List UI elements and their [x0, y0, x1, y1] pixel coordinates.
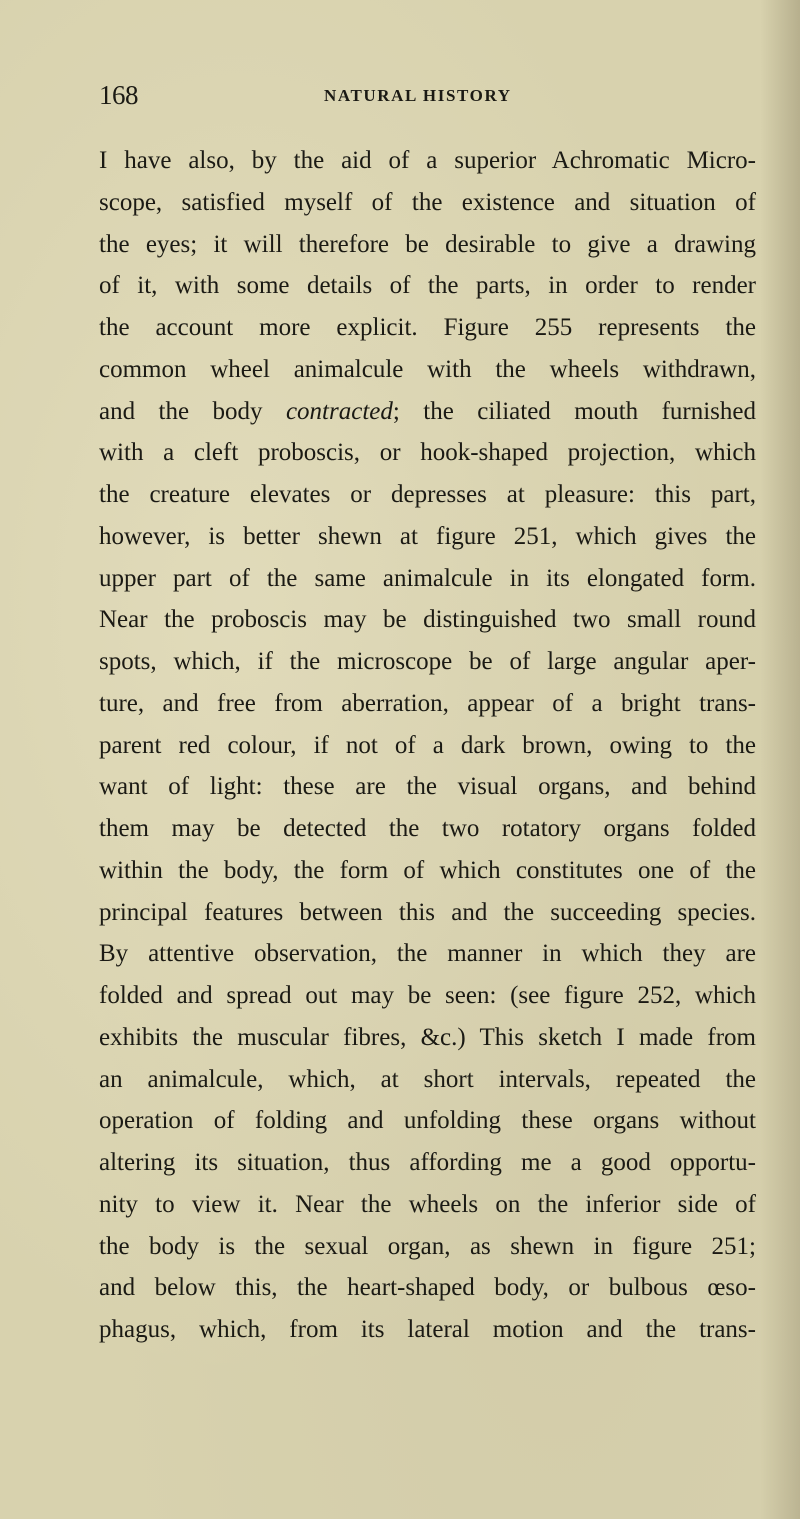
text-line: common wheel animalcule with the wheels withdrawn, [99, 355, 756, 383]
text-line: Near the proboscis may be distinguished two small round [99, 606, 756, 634]
text-line: with a cleft proboscis, or hook-shaped projection, which [99, 439, 756, 467]
text-line: principal features between this and the succeeding species. [99, 898, 756, 926]
body-text [99, 140, 756, 1351]
text-line: upper part of the same animalcule in its elongated form. [99, 564, 756, 592]
page-number: 168 [99, 80, 138, 110]
text-line: the account more explicit. Figure 255 represents the [99, 314, 756, 341]
text-line: of it, with some details of the parts, in order to render [99, 272, 756, 300]
text-run: ; the ciliated mouth furnished [392, 397, 756, 425]
text-line-with-italic [99, 391, 756, 433]
text-line: folded and spread out may be seen: (see figure 252, which [99, 982, 756, 1009]
text-line: phagus, which, from its lateral motion and the trans- [99, 1316, 756, 1343]
text-line: exhibits the muscular fibres, &c.) This sketch I made from [99, 1023, 756, 1051]
text-line: I have also, by the aid of a superior Achromatic Micro- [99, 147, 756, 174]
text-line: however, is better shewn at figure 251, which gives the [99, 522, 756, 550]
text-run: and the body [99, 397, 286, 425]
text-line: ture, and free from aberration, appear of a bright trans- [99, 689, 756, 717]
text-line: them may be detected the two rotatory organs folded [99, 815, 756, 842]
italic-emphasis: contracted [285, 397, 393, 425]
text-line: an animalcule, which, at short intervals, repeated the [99, 1065, 756, 1093]
text-line: the body is the sexual organ, as shewn in figure 251; [99, 1232, 756, 1260]
text-line: and below this, the heart-shaped body, or bulbous œso- [99, 1274, 756, 1302]
text-line: parent red colour, if not of a dark brown, owing to the [99, 731, 756, 759]
text-line: want of light: these are the visual organs, and behind [99, 773, 756, 801]
text-line: altering its situation, thus affording me a good opportu- [99, 1149, 756, 1176]
text-line: the eyes; it will therefore be desirable to give a drawing [99, 230, 756, 258]
text-line: nity to view it. Near the wheels on the inferior side of [99, 1190, 756, 1218]
text-line: scope, satisfied myself of the existence and situation of [99, 188, 756, 216]
running-head [99, 78, 759, 112]
text-line: operation of folding and unfolding these organs without [99, 1107, 756, 1135]
text-line: the creature elevates or depresses at pleasure: this part, [99, 481, 756, 508]
text-line: By attentive observation, the manner in which they are [99, 940, 756, 968]
text-line: within the body, the form of which constitutes one of the [99, 856, 756, 884]
text-line: spots, which, if the microscope be of large angular aper- [99, 648, 756, 675]
running-title: NATURAL HISTORY [324, 86, 512, 105]
